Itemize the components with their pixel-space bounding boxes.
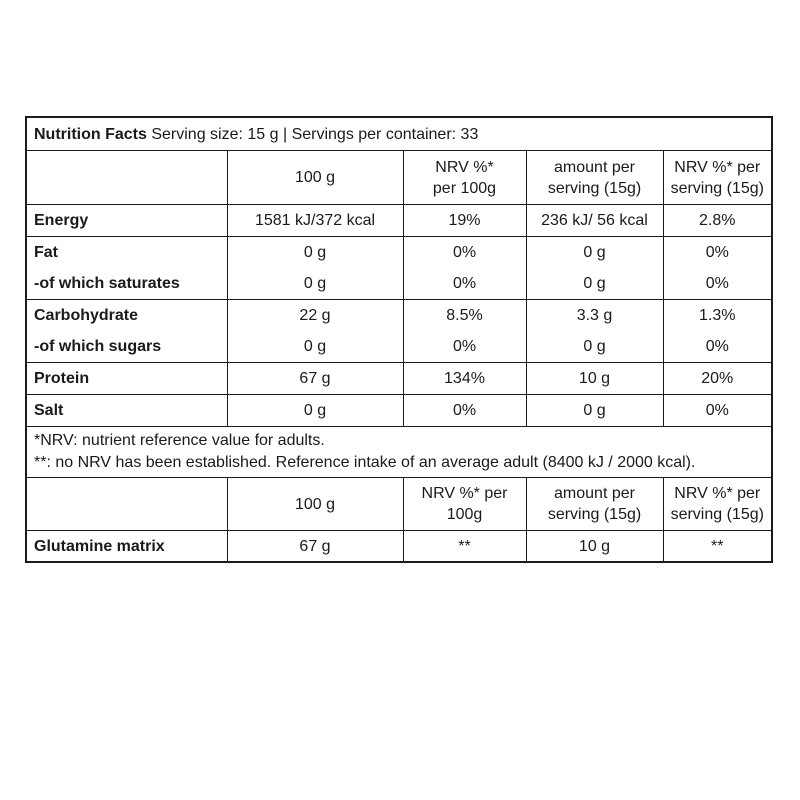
row-label: Carbohydrate [26, 300, 227, 332]
note-nrv-definition: *NRV: nutrient reference value for adults. [34, 432, 325, 449]
row-label: Energy [26, 205, 227, 237]
table-row [26, 205, 772, 237]
row-nrv-serving: 0% [663, 237, 772, 269]
glutamine-nrv-per100: ** [403, 531, 526, 563]
header2-nrv-serving-line1: NRV %* per [674, 485, 761, 502]
row-nrv-per100: 0% [403, 331, 526, 363]
row-label: -of which saturates [26, 268, 227, 300]
title-bold: Nutrition Facts [34, 125, 147, 143]
header2-nrv-per-serving [663, 478, 772, 531]
row-nrv-serving: 2.8% [663, 205, 772, 237]
row-nrv-per100: 0% [403, 395, 526, 427]
row-nrv-per100: 134% [403, 363, 526, 395]
header-per100: 100 g [227, 151, 403, 205]
row-serving: 0 g [526, 331, 663, 363]
row-nrv-serving: 20% [663, 363, 772, 395]
row-nrv-serving: 0% [663, 268, 772, 300]
row-label: Protein [26, 363, 227, 395]
row-serving: 0 g [526, 395, 663, 427]
header2-nrv-per100 [403, 478, 526, 531]
row-serving: 3.3 g [526, 300, 663, 332]
header-nrv-per100-line2: per 100g [432, 179, 497, 197]
header2-nrv-per100-line1: NRV %* per [421, 485, 508, 502]
glutamine-per100: 67 g [227, 531, 403, 563]
title-serving-info: Serving size: 15 g | Servings per container: 33 [146, 125, 479, 143]
header-nrv-per100-line1: NRV %* [435, 158, 494, 176]
row-nrv-per100: 19% [403, 205, 526, 237]
header-amount-per-serving [526, 151, 663, 205]
row-per100: 0 g [227, 331, 403, 363]
row-per100: 0 g [227, 395, 403, 427]
row-label: Salt [26, 395, 227, 427]
row-per100: 67 g [227, 363, 403, 395]
header2-per100: 100 g [227, 478, 403, 531]
header2-nrv-serving-line2: serving (15g) [670, 506, 764, 523]
header-empty-cell [26, 151, 227, 205]
header2-amount-per-serving [526, 478, 663, 531]
table-row [26, 300, 772, 332]
header-amount-line2: serving (15g) [547, 179, 642, 197]
header2-nrv-per100-line2: 100g [446, 506, 483, 523]
row-serving: 0 g [526, 268, 663, 300]
row-per100: 22 g [227, 300, 403, 332]
row-nrv-per100: 0% [403, 237, 526, 269]
row-nrv-serving: 1.3% [663, 300, 772, 332]
row-label: Fat [26, 237, 227, 269]
header2-empty-cell [26, 478, 227, 531]
header-row [26, 151, 772, 205]
row-serving: 0 g [526, 237, 663, 269]
glutamine-nrv-serving: ** [663, 531, 772, 563]
row-nrv-serving: 0% [663, 331, 772, 363]
row-serving: 236 kJ/ 56 kcal [526, 205, 663, 237]
note-reference-intake: **: no NRV has been established. Reference intake of an average adult (8400 kJ / 2000 kcal). [34, 454, 696, 471]
glutamine-serving: 10 g [526, 531, 663, 563]
table-row-glutamine [26, 531, 772, 563]
table-row [26, 363, 772, 395]
row-per100: 0 g [227, 237, 403, 269]
row-nrv-serving: 0% [663, 395, 772, 427]
row-nrv-per100: 8.5% [403, 300, 526, 332]
header-nrv-serving-line2: serving (15g) [670, 179, 764, 197]
table-row [26, 331, 772, 363]
header2-amount-line2: serving (15g) [547, 506, 642, 523]
notes-cell [26, 427, 772, 478]
glutamine-label: Glutamine matrix [26, 531, 227, 563]
table-row [26, 237, 772, 269]
title-cell [26, 117, 772, 151]
header-nrv-serving-line1: NRV %* per [674, 158, 761, 176]
header2-amount-line1: amount per [554, 485, 635, 502]
row-serving: 10 g [526, 363, 663, 395]
row-per100: 0 g [227, 268, 403, 300]
row-nrv-per100: 0% [403, 268, 526, 300]
header-row-2 [26, 478, 772, 531]
table-row [26, 268, 772, 300]
table-row [26, 395, 772, 427]
header-amount-line1: amount per [554, 158, 635, 176]
title-row [26, 117, 772, 151]
row-per100: 1581 kJ/372 kcal [227, 205, 403, 237]
nutrition-facts-table [25, 116, 773, 563]
notes-row [26, 427, 772, 478]
header-nrv-per-serving [663, 151, 772, 205]
header-nrv-per100 [403, 151, 526, 205]
row-label: -of which sugars [26, 331, 227, 363]
